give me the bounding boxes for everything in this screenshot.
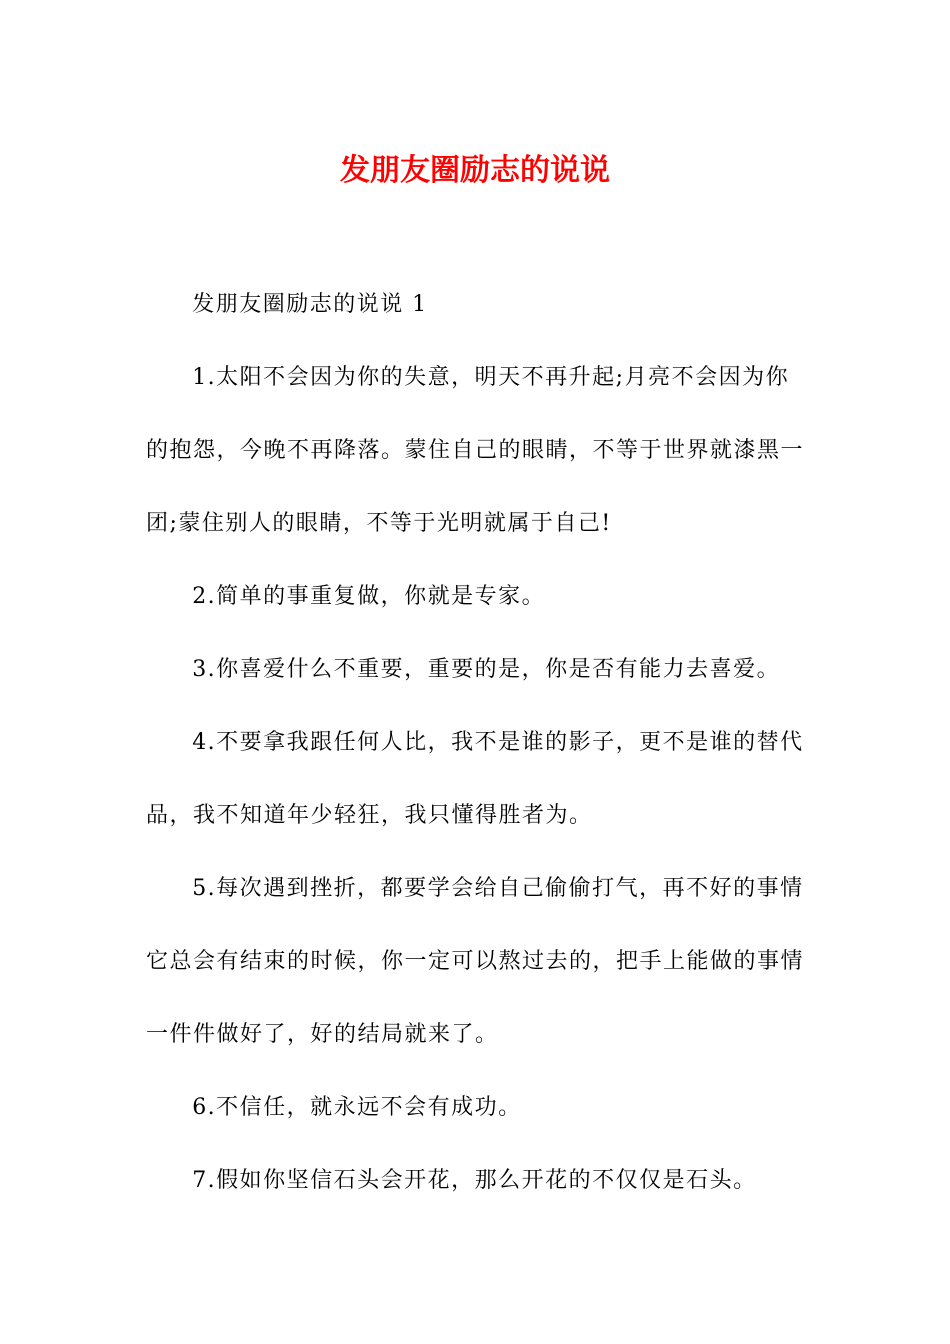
document-title: 发朋友圈励志的说说 [340,153,610,188]
paragraph-item-5: 5.每次遇到挫折，都要学会给自己偷偷打气，再不好的事情它总会有结束的时候，你一定可以熬过去的，把手上能做的事情一件件做好了，好的结局就来了。 [146,876,805,1047]
paragraph-item-4: 4.不要拿我跟任何人比，我不是谁的影子，更不是谁的替代品，我不知道年少轻狂，我只懂得胜者为。 [146,730,804,828]
section-heading: 发朋友圈励志的说说 1 [192,292,428,317]
paragraph-item-2: 2.简单的事重复做，你就是专家。 [192,584,546,609]
paragraph-item-1: 1.太阳不会因为你的失意，明天不再升起;月亮不会因为你的抱怨，今晚不再降落。蒙住自己的眼睛，不等于世界就漆黑一团;蒙住别人的眼睛，不等于光明就属于自己! [146,365,805,536]
paragraph-item-7: 7.假如你坚信石头会开花，那么开花的不仅仅是石头。 [192,1168,757,1193]
document-body [146,268,806,1217]
paragraph-item-6: 6.不信任，就永远不会有成功。 [192,1095,522,1120]
paragraph-item-3: 3.你喜爱什么不重要，重要的是，你是否有能力去喜爱。 [192,657,781,682]
